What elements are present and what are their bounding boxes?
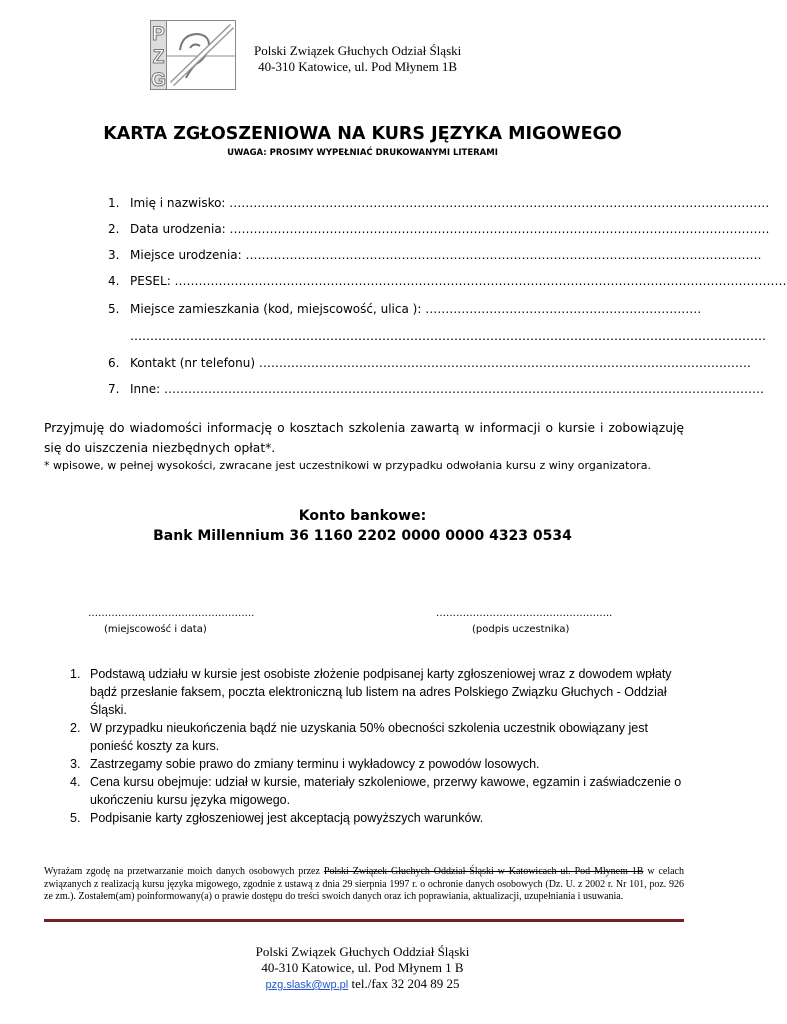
field-phone[interactable]: 6. Kontakt (nr telefonu) …………………………………………………………………………………………………………… [108, 356, 751, 370]
org-name: Polski Związek Głuchych Odział Śląski [254, 43, 462, 58]
field-birth-date[interactable]: 2. Data urodzenia: ……………………………………………………………………………………………………………………… [108, 222, 770, 236]
term-item: 2. W przypadku nieukończenia bądź nie uzyskania 50% obecności szkolenia uczestnik obowiązany jest ponieść koszty za kurs. [70, 721, 648, 753]
field-address-cont[interactable]: …………………………………………………………………………………………………………………………………………… [130, 329, 766, 343]
bank-account: Bank Millennium 36 1160 2202 0000 0000 4323 0534 [153, 528, 572, 544]
svg-text:Z: Z [152, 47, 165, 68]
signature-label: (podpis uczestnika) [472, 624, 570, 635]
svg-text:G: G [151, 70, 166, 91]
term-item: 4. Cena kursu obejmuje: udział w kursie, materiały szkoleniowe, przerwy kawowe, egzamin i zaświadczenie o ukończeniu kursu języka migowego. [70, 775, 682, 807]
term-item: 3. Zastrzegamy sobie prawo do zmiany terminu i wykładowcy z powodów losowych. [70, 757, 540, 771]
organization-header [254, 43, 461, 75]
bank-heading: Konto bankowe: [298, 508, 427, 524]
form-subtitle: UWAGA: PROSIMY WYPEŁNIAĆ DRUKOWANYMI LITERAMI [227, 148, 498, 158]
field-pesel[interactable]: 4. PESEL: ……………………………………………………………………………………………………………………………………… [108, 274, 787, 288]
field-other[interactable]: 7. Inne: …………………………………………………………………………………………………………………………………… [108, 382, 764, 396]
place-date-line[interactable]: ………………………………………….. [88, 608, 255, 619]
email-link[interactable]: pzg.slask@wp.pl [265, 979, 349, 991]
term-item: 1. Podstawą udziału w kursie jest osobiste złożenie podpisanej karty zgłoszeniowej wraz z dowodem wpłaty bądź przesłanie faksem, poczta elektroniczną lub listem na adres Polskiego Związku Głuchych - Oddział Śląski. [70, 667, 672, 717]
term-item: 5. Podpisanie karty zgłoszeniowej jest akceptacją powyższych warunków. [70, 811, 484, 825]
footer: Polski Związek Głuchych Oddział Śląski 40-310 Katowice, ul. Pod Młynem 1 B pzg.slask@wp.pl tel./fax 32 204 89 25 [255, 944, 470, 991]
footnote: * wpisowe, w pełnej wysokości, zwracane jest uczestnikowi w przypadku odwołania kursu z winy organizatora. [44, 459, 651, 472]
place-date-label: (miejscowość i data) [104, 624, 207, 635]
phone: tel./fax 32 204 89 25 [348, 976, 460, 991]
pzg-logo [150, 20, 236, 90]
data-consent: Wyrażam zgodę na przetwarzanie moich danych osobowych przez Polski Związek Głuchych Oddział Śląski w Katowicach ul. Pod Młynem 1B w celach związanych z realizacją kursu języka migowego, zgodnie z ustawą z dnia 29 sierpnia 1997 r. o ochronie danych osobowych (Dz. U. z 2002 r. Nr 101, poz. 926 ze zm.). Zostałem(am) poinformowany(a) o prawie dostępu do treści swoich danych oraz ich poprawiania, aktualizacji, uzupełniania i usuwania. [44, 866, 684, 903]
field-birth-place[interactable]: 3. Miejsce urodzenia: ………………………………………………………………………………………………………………… [108, 248, 762, 262]
terms-list [70, 665, 690, 827]
cost-declaration: Przyjmuję do wiadomości informację o kosztach szkolenia zawartą w informacji o kursie i zobowiązuję się do uiszczenia niezbędnych opłat*. [44, 421, 684, 455]
signature-line[interactable]: …………………………………………….. [436, 608, 613, 619]
org-address: 40-310 Katowice, ul. Pod Młynem 1B [258, 59, 458, 74]
svg-text:P: P [152, 24, 165, 45]
divider [44, 919, 684, 922]
field-name[interactable]: 1. Imię i nazwisko: ……………………………………………………………………………………………………………………… [108, 196, 770, 210]
form-title: KARTA ZGŁOSZENIOWA NA KURS JĘZYKA MIGOWEGO [103, 124, 622, 144]
field-address[interactable]: 5. Miejsce zamieszkania (kod, miejscowość, ulica ): …………………………………………………………… [108, 302, 702, 316]
